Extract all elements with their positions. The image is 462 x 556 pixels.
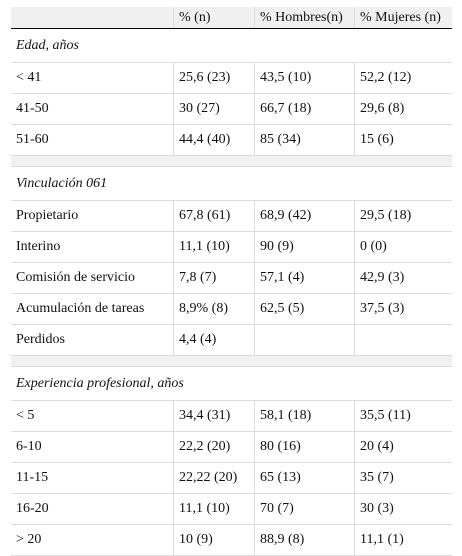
row-label: < 41 bbox=[16, 70, 42, 85]
cell-women: 52,2 (12) bbox=[354, 63, 452, 93]
row-label: Propietario bbox=[16, 208, 79, 223]
row-label: Comisión de servicio bbox=[16, 270, 135, 285]
table-row bbox=[11, 232, 452, 263]
row-label: 51-60 bbox=[16, 132, 49, 147]
row-label: 11-15 bbox=[16, 470, 49, 485]
row-label: < 5 bbox=[16, 408, 35, 423]
header-cell-total: % (n) bbox=[173, 7, 254, 28]
cell-total: 4,4 (4) bbox=[173, 325, 254, 355]
header-cell-men: % Hombres(n) bbox=[254, 7, 354, 28]
cell-men: 43,5 (10) bbox=[254, 63, 354, 93]
table-header-row bbox=[11, 7, 452, 29]
data-table bbox=[11, 7, 452, 556]
cell-total: 22,22 (20) bbox=[173, 463, 254, 493]
header-cell-women: % Mujeres (n) bbox=[354, 7, 452, 28]
row-label: Interino bbox=[16, 239, 61, 254]
cell-women: 29,6 (8) bbox=[354, 94, 452, 124]
cell-women: 0 (0) bbox=[354, 232, 452, 262]
table-row bbox=[11, 432, 452, 463]
cell-total: 30 (27) bbox=[173, 94, 254, 124]
section-heading bbox=[11, 367, 452, 401]
table-row bbox=[11, 94, 452, 125]
section-title: Edad, años bbox=[16, 37, 79, 53]
cell-total: 44,4 (40) bbox=[173, 125, 254, 155]
cell-total: 11,1 (10) bbox=[173, 232, 254, 262]
table-row bbox=[11, 63, 452, 94]
table-row bbox=[11, 525, 452, 556]
cell-men: 57,1 (4) bbox=[254, 263, 354, 293]
cell-women: 30 (3) bbox=[354, 494, 452, 524]
cell-total: 67,8 (61) bbox=[173, 201, 254, 231]
table-row bbox=[11, 325, 452, 356]
cell-total: 8,9% (8) bbox=[173, 294, 254, 324]
table-row bbox=[11, 294, 452, 325]
cell-men: 70 (7) bbox=[254, 494, 354, 524]
section-title: Experiencia profesional, años bbox=[16, 375, 184, 391]
table-row bbox=[11, 263, 452, 294]
cell-men: 65 (13) bbox=[254, 463, 354, 493]
cell-men: 66,7 (18) bbox=[254, 94, 354, 124]
cell-total: 22,2 (20) bbox=[173, 432, 254, 462]
cell-women: 35,5 (11) bbox=[354, 401, 452, 431]
row-label: 16-20 bbox=[16, 501, 49, 516]
cell-men bbox=[254, 325, 354, 355]
table-row bbox=[11, 463, 452, 494]
row-label: Perdidos bbox=[16, 332, 65, 347]
row-label: > 20 bbox=[16, 532, 42, 547]
row-label: 6-10 bbox=[16, 439, 42, 454]
cell-men: 68,9 (42) bbox=[254, 201, 354, 231]
table-row bbox=[11, 125, 452, 156]
section-heading bbox=[11, 29, 452, 63]
cell-total: 11,1 (10) bbox=[173, 494, 254, 524]
cell-total: 34,4 (31) bbox=[173, 401, 254, 431]
cell-total: 25,6 (23) bbox=[173, 63, 254, 93]
cell-women: 35 (7) bbox=[354, 463, 452, 493]
cell-men: 58,1 (18) bbox=[254, 401, 354, 431]
header-cell-label bbox=[11, 7, 173, 28]
section-divider bbox=[11, 156, 452, 167]
cell-women: 15 (6) bbox=[354, 125, 452, 155]
section-divider bbox=[11, 356, 452, 367]
cell-men: 88,9 (8) bbox=[254, 525, 354, 555]
section-title: Vinculación 061 bbox=[16, 175, 108, 191]
cell-women: 37,5 (3) bbox=[354, 294, 452, 324]
cell-women: 42,9 (3) bbox=[354, 263, 452, 293]
row-label: Acumulación de tareas bbox=[16, 301, 145, 316]
cell-men: 62,5 (5) bbox=[254, 294, 354, 324]
cell-total: 10 (9) bbox=[173, 525, 254, 555]
cell-men: 90 (9) bbox=[254, 232, 354, 262]
cell-men: 85 (34) bbox=[254, 125, 354, 155]
cell-women: 20 (4) bbox=[354, 432, 452, 462]
table-row bbox=[11, 401, 452, 432]
cell-women: 11,1 (1) bbox=[354, 525, 452, 555]
table-row bbox=[11, 201, 452, 232]
cell-men: 80 (16) bbox=[254, 432, 354, 462]
table-row bbox=[11, 494, 452, 525]
cell-women bbox=[354, 325, 452, 355]
cell-total: 7,8 (7) bbox=[173, 263, 254, 293]
row-label: 41-50 bbox=[16, 101, 49, 116]
cell-women: 29,5 (18) bbox=[354, 201, 452, 231]
section-heading bbox=[11, 167, 452, 201]
